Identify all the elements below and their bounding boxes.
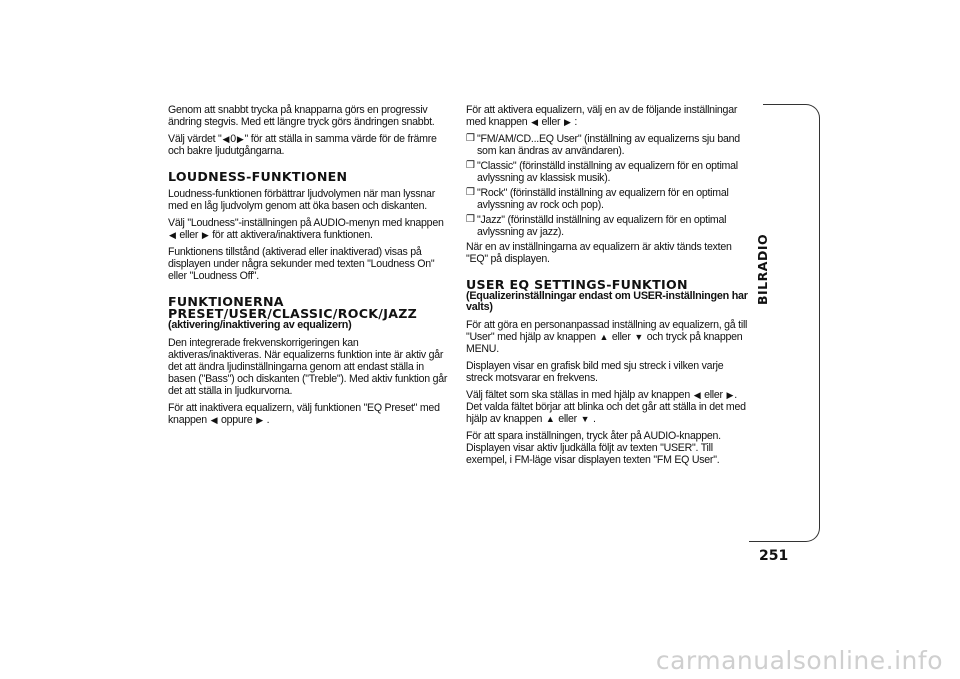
text: eller xyxy=(611,331,631,343)
arrow-down-icon: ▼ xyxy=(580,414,590,424)
arrow-right-icon: ▶ xyxy=(256,415,263,425)
text: För att aktivera equalizern, välj en av de följande inställningar med knappen xyxy=(466,104,738,128)
arrow-left-icon: ◀ xyxy=(693,390,701,400)
text: : xyxy=(574,116,578,128)
checkbox-bullet-icon: ❒ xyxy=(466,133,475,144)
list-item-text: "Jazz" (förinställd inställning av equalizern för en optimal avlyssning av jazz). xyxy=(477,214,727,238)
list-item-text: "Classic" (förinställd inställning av equalizern för en optimal avlyssning av klassisk musik). xyxy=(477,160,738,184)
paragraph: Loudness-funktionen förbättrar ljudvolymen när man lyssnar med en låg ljudvolym genom att öka basen och diskanten. xyxy=(168,188,435,212)
text: . Det valda fältet börjar att blinka och det går att ställa in det med hjälp av knappen xyxy=(466,389,746,425)
right-column xyxy=(466,104,748,471)
paragraph xyxy=(466,389,748,425)
text: eller xyxy=(704,389,723,401)
paragraph: Displayen visar en grafisk bild med sju streck i vilken varje streck motsvarar en frekvens. xyxy=(466,360,724,384)
paragraph: När en av inställningarna av equalizern är aktiv tänds texten "EQ" på displayen. xyxy=(466,241,732,265)
arrow-left-icon: ◀ xyxy=(210,415,218,425)
section-tab xyxy=(749,104,820,542)
text: för att aktivera/inaktivera funktionen. xyxy=(212,229,373,241)
paragraph xyxy=(466,319,748,355)
text: För att göra en personanpassad inställning av equalizern, gå till "User" med hjälp av knappen xyxy=(466,319,748,343)
text: oppure xyxy=(220,414,253,426)
list-item xyxy=(466,187,748,211)
paragraph xyxy=(168,217,450,241)
arrow-right-icon: ▶ xyxy=(564,117,571,127)
arrow-left-icon: ◀ xyxy=(531,117,538,127)
arrow-down-icon: ▼ xyxy=(634,332,643,342)
paragraph: Den integrerade frekvenskorrigeringen kan aktiveras/inaktiveras. När equalizerns funktion inte är aktiv går det att ändra ljudinställningarna genom att endast ställa in basen ("Bass") och diskanten ("Treble"). Med aktiv funktion går det att ställa in ljudkurvorna. xyxy=(168,337,448,397)
list-item xyxy=(466,214,748,238)
text: eller xyxy=(179,229,199,241)
text: eller xyxy=(558,413,577,425)
arrow-right-icon: ▶ xyxy=(201,230,209,240)
text: 0 xyxy=(230,133,236,145)
arrow-left-icon: ◀ xyxy=(222,134,230,144)
text: och tryck på knappen MENU. xyxy=(466,331,743,355)
text: Välj värdet " xyxy=(168,133,222,145)
arrow-left-icon: ◀ xyxy=(169,230,176,240)
left-column xyxy=(168,104,450,431)
paragraph xyxy=(168,133,450,157)
section-subheading: (aktivering/inaktivering av equalizern) xyxy=(168,319,352,331)
text: . xyxy=(266,414,270,426)
section-subheading: (Equalizerinställningar endast om USER-inställningen har valts) xyxy=(466,290,748,313)
text: . xyxy=(593,413,596,425)
arrow-up-icon: ▲ xyxy=(545,414,555,424)
paragraph: Funktionens tillstånd (aktiverad eller inaktiverad) visas på displayen under några sekunder med texten "Loudness On" eller "Loudness Off". xyxy=(168,246,435,282)
list-item xyxy=(466,160,748,184)
text: För att inaktivera equalizern, välj funktionen "EQ Preset" med knappen xyxy=(168,402,440,426)
paragraph: För att spara inställningen, tryck åter på AUDIO-knappen. Displayen visar aktiv ljudkälla följt av texten "USER". Till exempel, i FM-läge visar displayen texten "FM EQ User". xyxy=(466,430,721,466)
text: Välj fältet som ska ställas in med hjälp av knappen xyxy=(466,389,690,401)
list-item-text: "Rock" (förinställd inställning av equalizern för en optimal avlyssning av rock och pop). xyxy=(477,187,729,211)
text: eller xyxy=(541,116,561,128)
arrow-right-icon: ▶ xyxy=(236,134,244,144)
text: Välj "Loudness"-inställningen på AUDIO-menyn med knappen xyxy=(168,217,444,229)
paragraph xyxy=(466,104,748,128)
list-item-text: "FM/AM/CD...EQ User" (inställning av equalizerns sju band som kan ändras av användaren). xyxy=(477,133,740,157)
page-number: 251 xyxy=(759,548,789,564)
section-heading-user-eq: USER EQ SETTINGS-FUNKTION xyxy=(466,277,688,292)
section-heading-presets: PRESET/USER/CLASSIC/ROCK/JAZZ xyxy=(168,306,418,321)
checkbox-bullet-icon: ❒ xyxy=(466,160,475,171)
watermark: carmanualsonline.info xyxy=(655,646,943,675)
section-tab-label: BILRADIO xyxy=(755,233,770,305)
checkbox-bullet-icon: ❒ xyxy=(466,187,475,198)
section-heading-loudness: LOUDNESS-FUNKTIONEN xyxy=(168,169,348,184)
paragraph xyxy=(168,402,450,426)
paragraph: Genom att snabbt trycka på knapparna görs en progressiv ändring stegvis. Med ett längre tryck görs ändringen snabbt. xyxy=(168,104,435,128)
text: " för att ställa in samma värde för de främre och bakre ljudutgångarna. xyxy=(168,133,437,157)
arrow-right-icon: ▶ xyxy=(726,390,734,400)
checkbox-bullet-icon: ❒ xyxy=(466,214,475,225)
section-heading-functions: FUNKTIONERNA xyxy=(168,294,284,309)
arrow-up-icon: ▲ xyxy=(599,332,609,342)
list-item xyxy=(466,133,748,157)
